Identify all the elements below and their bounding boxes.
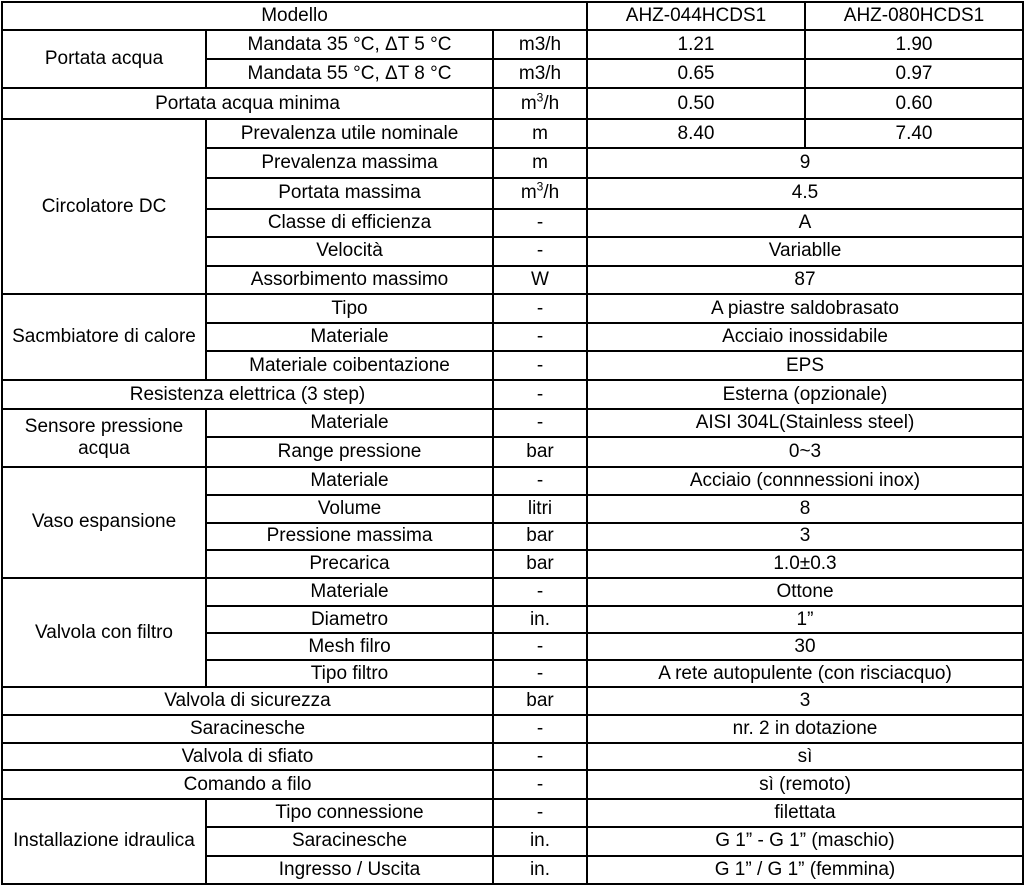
model-label: Modello	[2, 2, 587, 30]
row-unit: -	[493, 409, 587, 437]
spec-table	[1, 1, 1024, 885]
row-value: filettata	[587, 799, 1023, 827]
row-label: Materiale	[206, 467, 493, 495]
row-unit: litri	[493, 495, 587, 523]
row-unit: -	[493, 351, 587, 380]
model-2: AHZ-080HCDS1	[805, 2, 1023, 30]
row-value: Acciaio (connnessioni inox)	[587, 467, 1023, 495]
row-unit: in.	[493, 856, 587, 884]
row-unit: -	[493, 770, 587, 798]
row-value: AISI 304L(Stainless steel)	[587, 409, 1023, 437]
table-row	[2, 119, 1023, 148]
row-value-2: 7.40	[805, 119, 1023, 148]
table-row	[2, 88, 1023, 119]
row-value: Variablle	[587, 237, 1023, 266]
row-label: Materiale	[206, 578, 493, 606]
table-row	[2, 715, 1023, 743]
row-value: EPS	[587, 351, 1023, 380]
row-unit: bar	[493, 550, 587, 578]
row-value: A	[587, 209, 1023, 237]
row-unit: -	[493, 323, 587, 351]
row-unit: -	[493, 715, 587, 743]
row-value: 87	[587, 266, 1023, 294]
row-label: Valvola di sicurezza	[2, 687, 493, 715]
row-value: 9	[587, 148, 1023, 177]
row-unit: in.	[493, 827, 587, 856]
row-label: Mandata 35 °C, ΔT 5 °C	[206, 30, 493, 59]
table-row	[2, 380, 1023, 409]
row-label: Range pressione	[206, 437, 493, 466]
row-value-1: 0.65	[587, 59, 805, 88]
group-scambiatore: Sacmbiatore di calore	[2, 294, 206, 380]
row-unit: m	[493, 148, 587, 177]
table-row	[2, 743, 1023, 770]
row-value: 1”	[587, 606, 1023, 633]
row-label: Classe di efficienza	[206, 209, 493, 237]
row-value: 8	[587, 495, 1023, 523]
table-row	[2, 578, 1023, 606]
table-row	[2, 687, 1023, 715]
row-unit: bar	[493, 523, 587, 550]
row-label: Diametro	[206, 606, 493, 633]
row-value: 1.0±0.3	[587, 550, 1023, 578]
row-label: Prevalenza massima	[206, 148, 493, 177]
row-unit: -	[493, 237, 587, 266]
row-unit: m	[493, 119, 587, 148]
row-unit: -	[493, 633, 587, 660]
header-row	[2, 2, 1023, 30]
row-unit: -	[493, 294, 587, 323]
row-value: sì (remoto)	[587, 770, 1023, 798]
row-label: Tipo connessione	[206, 799, 493, 827]
row-label: Valvola di sfiato	[2, 743, 493, 770]
row-unit: bar	[493, 687, 587, 715]
row-label: Tipo	[206, 294, 493, 323]
row-value: G 1” - G 1” (maschio)	[587, 827, 1023, 856]
row-unit: $m^3/h$	[493, 88, 587, 119]
row-unit: -	[493, 743, 587, 770]
row-label: Mandata 55 °C, ΔT 8 °C	[206, 59, 493, 88]
row-value: 30	[587, 633, 1023, 660]
row-unit: in.	[493, 606, 587, 633]
row-value: Ottone	[587, 578, 1023, 606]
row-unit: -	[493, 799, 587, 827]
table-row	[2, 294, 1023, 323]
row-label: Prevalenza utile nominale	[206, 119, 493, 148]
row-label: Tipo filtro	[206, 660, 493, 687]
table-row	[2, 409, 1023, 437]
row-unit: -	[493, 578, 587, 606]
model-1: AHZ-044HCDS1	[587, 2, 805, 30]
row-value: Esterna (opzionale)	[587, 380, 1023, 409]
group-circolatore: Circolatore DC	[2, 119, 206, 294]
row-unit: -	[493, 209, 587, 237]
row-label: Resistenza elettrica (3 step)	[2, 380, 493, 409]
row-label: Assorbimento massimo	[206, 266, 493, 294]
row-label: Portata massima	[206, 178, 493, 209]
row-value: A piastre saldobrasato	[587, 294, 1023, 323]
row-value-2: 0.97	[805, 59, 1023, 88]
row-value-1: 1.21	[587, 30, 805, 59]
row-value: 3	[587, 523, 1023, 550]
row-value: 0~3	[587, 437, 1023, 466]
row-value-2: 1.90	[805, 30, 1023, 59]
row-value: 3	[587, 687, 1023, 715]
group-installazione: Installazione idraulica	[2, 799, 206, 884]
row-unit: $m^3/h$	[493, 178, 587, 209]
row-label: Ingresso / Uscita	[206, 856, 493, 884]
row-value: A rete autopulente (con risciacquo)	[587, 660, 1023, 687]
row-label: Materiale	[206, 409, 493, 437]
group-sensore: Sensore pressione acqua	[2, 409, 206, 466]
row-unit: m3/h	[493, 30, 587, 59]
row-unit: -	[493, 380, 587, 409]
group-valvola-filtro: Valvola con filtro	[2, 578, 206, 687]
table-row	[2, 799, 1023, 827]
row-label: Volume	[206, 495, 493, 523]
row-label: Materiale	[206, 323, 493, 351]
row-value-1: 0.50	[587, 88, 805, 119]
table-row	[2, 30, 1023, 59]
row-value: sì	[587, 743, 1023, 770]
row-label: Saracinesche	[2, 715, 493, 743]
row-unit: bar	[493, 437, 587, 466]
row-value: nr. 2 in dotazione	[587, 715, 1023, 743]
row-label: Saracinesche	[206, 827, 493, 856]
row-label: Comando a filo	[2, 770, 493, 798]
row-label: Velocità	[206, 237, 493, 266]
group-portata-acqua: Portata acqua	[2, 30, 206, 88]
row-value: 4.5	[587, 178, 1023, 209]
group-vaso: Vaso espansione	[2, 467, 206, 578]
row-label: Pressione massima	[206, 523, 493, 550]
row-unit: W	[493, 266, 587, 294]
row-label: Mesh filro	[206, 633, 493, 660]
row-unit: -	[493, 660, 587, 687]
table-row	[2, 467, 1023, 495]
row-label: Portata acqua minima	[2, 88, 493, 119]
row-label: Precarica	[206, 550, 493, 578]
row-label: Materiale coibentazione	[206, 351, 493, 380]
row-value: G 1” / G 1” (femmina)	[587, 856, 1023, 884]
row-value: Acciaio inossidabile	[587, 323, 1023, 351]
row-unit: m3/h	[493, 59, 587, 88]
row-unit: -	[493, 467, 587, 495]
table-row	[2, 770, 1023, 798]
row-value-2: 0.60	[805, 88, 1023, 119]
row-value-1: 8.40	[587, 119, 805, 148]
